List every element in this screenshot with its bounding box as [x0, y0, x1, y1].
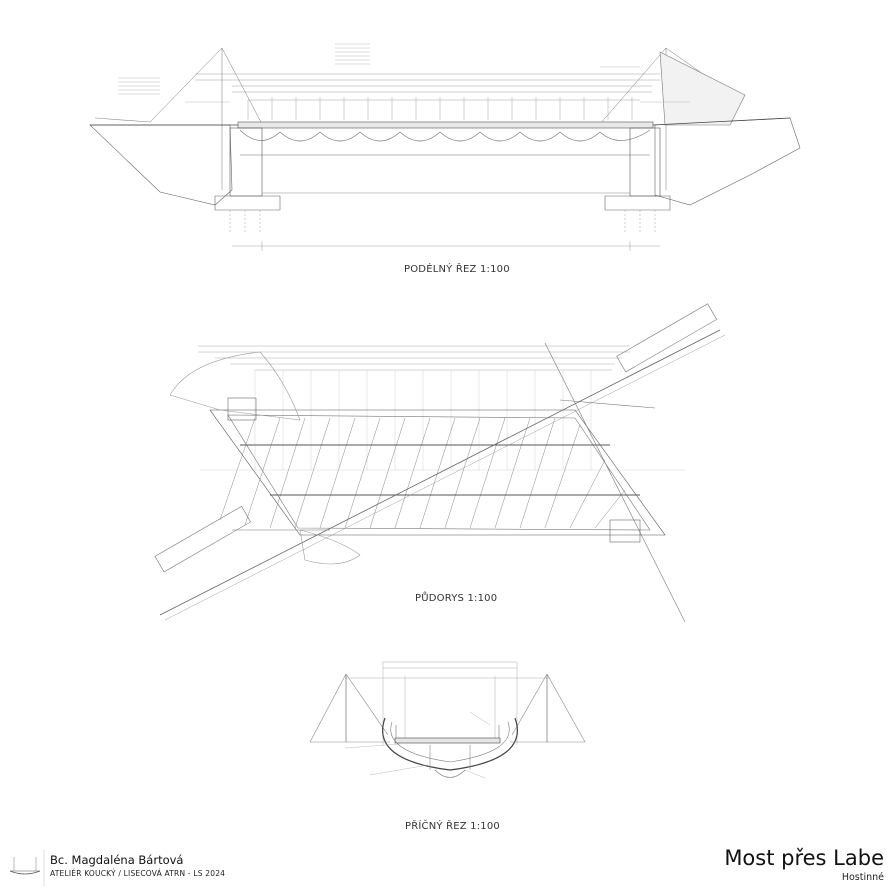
left-bank-slope	[95, 118, 150, 122]
cross-section-caption: PŘÍČNÝ ŘEZ 1:100	[405, 821, 500, 832]
studio-line: ATELIÉR KOUCKÝ / LISECOVÁ ATRN - LS 2024	[50, 869, 226, 878]
project-place: Hostinné	[841, 872, 884, 883]
bridge-deck	[238, 122, 653, 128]
plan-dimensions	[198, 346, 630, 370]
plan-deck-inner	[228, 415, 650, 530]
right-bank	[655, 118, 800, 205]
cable-stays-longitudinal	[150, 48, 740, 190]
plan-caption: PŮDORYS 1:100	[415, 593, 498, 604]
plan-river-line	[545, 343, 685, 622]
plan-diagonal-cable	[160, 330, 720, 615]
left-abutment	[230, 128, 262, 196]
cross-dimensions	[345, 662, 550, 745]
dimension-lines-top	[195, 74, 660, 120]
cross-section	[310, 662, 585, 778]
plan-view	[155, 304, 725, 622]
plan-left-abutment	[228, 398, 256, 420]
deck-underside	[240, 130, 650, 141]
left-footing	[215, 196, 280, 210]
project-title: Most přes Labe	[724, 846, 884, 870]
right-footing	[605, 196, 670, 210]
plan-slats	[220, 418, 625, 528]
bridge-logo-icon	[8, 851, 42, 879]
notes-lines	[118, 44, 690, 102]
left-anchor	[155, 506, 251, 572]
cross-deck	[395, 738, 500, 743]
right-tower-mass	[660, 52, 745, 125]
left-bank	[90, 125, 232, 205]
author-name: Bc. Magdaléna Bártová	[50, 853, 184, 867]
piles	[230, 210, 655, 232]
longitudinal-section	[90, 44, 800, 251]
right-anchor	[617, 304, 717, 372]
longitudinal-section-caption: PODÉLNÝ ŘEZ 1:100	[404, 264, 510, 275]
cross-bottom-curve	[435, 770, 465, 778]
